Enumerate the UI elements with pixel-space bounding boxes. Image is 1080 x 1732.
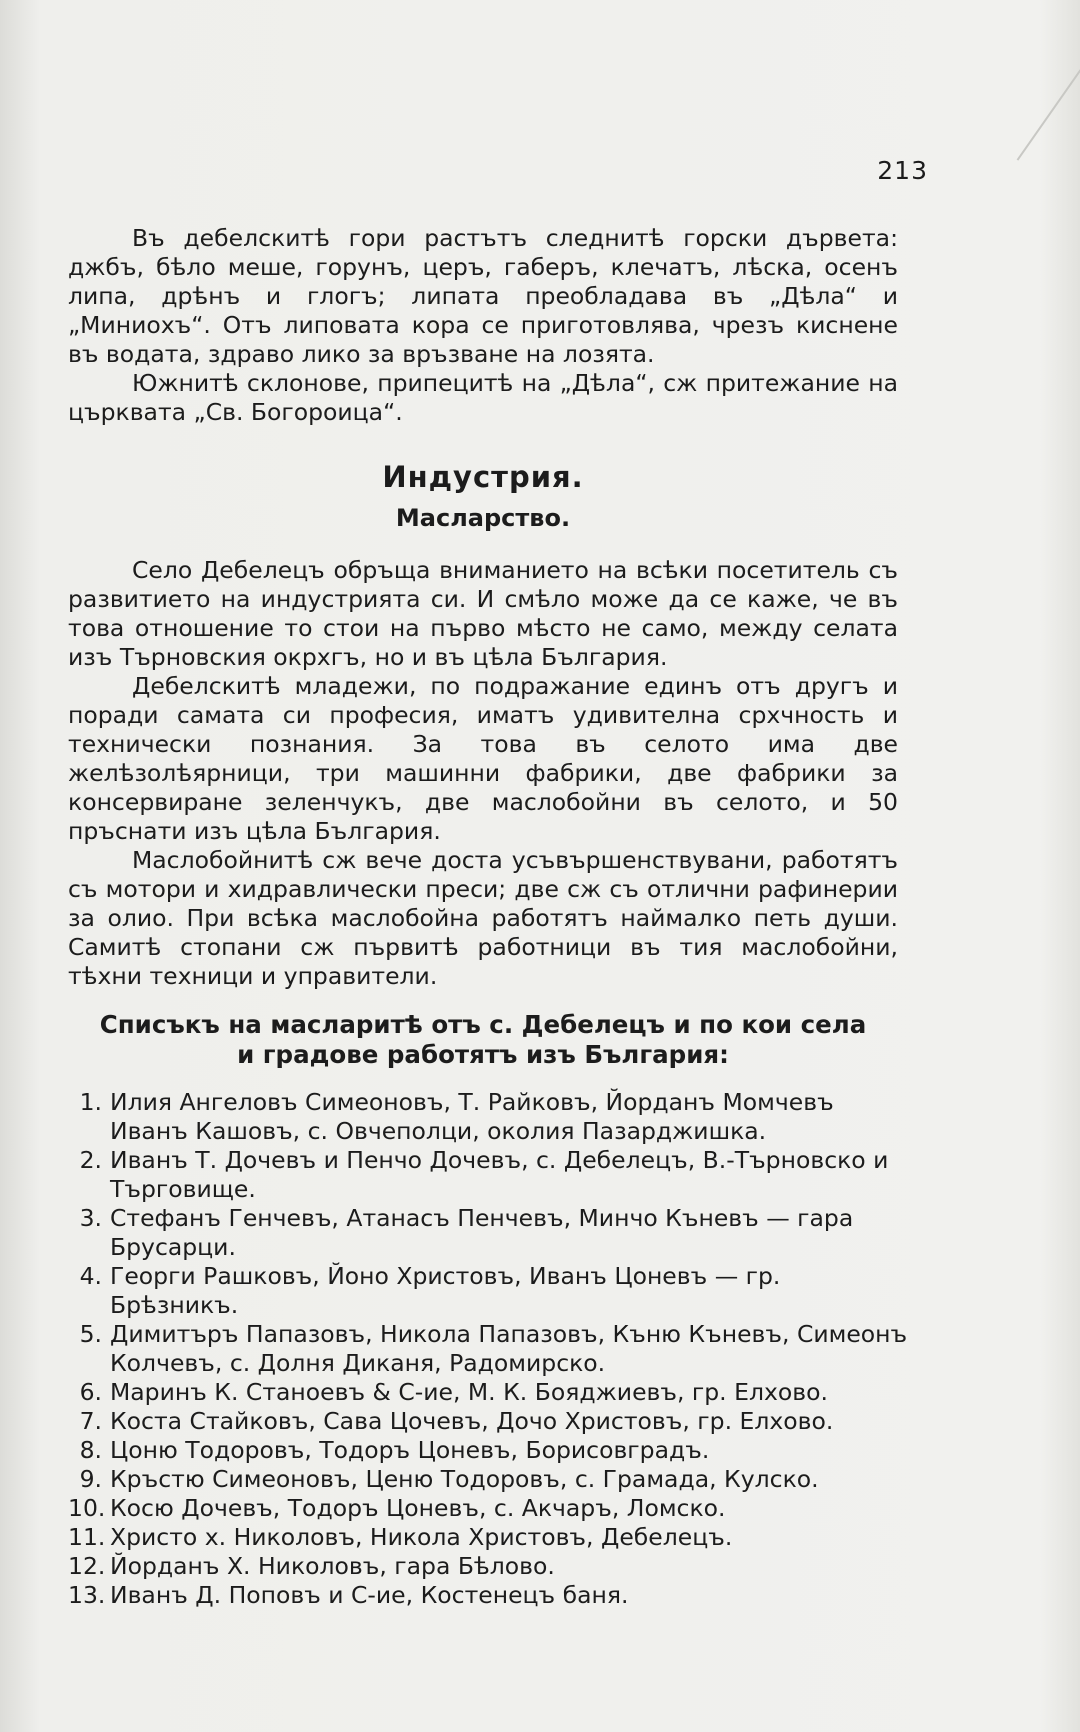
list-item	[68, 1465, 908, 1494]
list-heading	[68, 1010, 898, 1070]
list-item	[68, 1320, 908, 1378]
list-item-text: Христо х. Николовъ, Никола Христовъ, Дебелецъ.	[110, 1523, 733, 1551]
list-item-number: 2.	[79, 1146, 102, 1174]
list-item-number: 8.	[79, 1436, 102, 1464]
heading-industry: Индустрия.	[382, 460, 584, 494]
industry-paragraph: Село Дебелецъ обръща вниманието на всѣки посетитель съ развитието на индустрията си. И смѣло може да се каже, че въ това отношение то стои на първо мѣсто не само, между селата изъ Търновския окрхгъ, но и въ цѣла България.	[68, 556, 898, 671]
list-item-number: 7.	[79, 1407, 102, 1435]
list-item-number: 6.	[79, 1378, 102, 1406]
list-item-text: Косю Дочевъ, Тодоръ Цоневъ, с. Акчаръ, Ломско.	[110, 1494, 726, 1522]
list-item-number: 10.	[68, 1494, 106, 1522]
page-number: 213	[877, 156, 928, 185]
list-item-number: 12.	[68, 1552, 106, 1580]
list-item-number: 4.	[79, 1262, 102, 1290]
list-item-text: Георги Рашковъ, Йоно Христовъ, Иванъ Цоневъ — гр. Брѣзникъ.	[110, 1262, 781, 1319]
list-item	[68, 1088, 908, 1146]
list-item	[68, 1494, 908, 1523]
page-edge-mark	[1017, 69, 1080, 160]
list-item-text: Коста Стайковъ, Сава Цочевъ, Дочо Христовъ, гр. Елхово.	[110, 1407, 834, 1435]
list-item-text: Иванъ Т. Дочевъ и Пенчо Дочевъ, с. Дебелецъ, В.-Търновско и Търговище.	[110, 1146, 889, 1203]
list-item	[68, 1378, 908, 1407]
list-item-number: 1.	[79, 1088, 102, 1116]
list-item	[68, 1436, 908, 1465]
list-item-number: 9.	[79, 1465, 102, 1493]
intro-paragraph: Въ дебелскитѣ гори растътъ следнитѣ горски дървета: джбъ, бѣло меше, горунъ, церъ, габеръ, клечатъ, лѣска, осенъ липа, дрѣнъ и глогъ; липата преобладава въ „Дѣла“ и „Миниохъ“. Отъ липовата кора се приготовлява, чрезъ киснене въ водата, здраво лико за връзване на лозята.	[68, 224, 898, 368]
list-item-text: Кръстю Симеоновъ, Ценю Тодоровъ, с. Грамада, Кулско.	[110, 1465, 819, 1493]
list-item	[68, 1407, 908, 1436]
oil-makers-list	[68, 1088, 908, 1610]
list-item	[68, 1204, 908, 1262]
list-item	[68, 1146, 908, 1204]
list-item	[68, 1523, 908, 1552]
industry-paragraph: Маслобойнитѣ сж вече доста усъвършенствувани, работятъ съ мотори и хидравлически преси; две сж съ отлични рафинерии за олио. При всѣка маслобойна работятъ наймалко петь души. Самитѣ стопани сж първитѣ работници въ тия маслобойни, тѣхни техници и управители.	[68, 846, 898, 990]
intro-section	[68, 224, 898, 427]
list-item	[68, 1262, 908, 1320]
industry-section	[68, 556, 898, 991]
list-item-text: Иванъ Д. Поповъ и С-ие, Костенецъ баня.	[110, 1581, 629, 1609]
list-item-text: Стефанъ Генчевъ, Атанасъ Пенчевъ, Минчо Къневъ — гара Брусарци.	[110, 1204, 854, 1261]
list-item-number: 5.	[79, 1320, 102, 1348]
list-item-number: 3.	[79, 1204, 102, 1232]
list-item-text: Илия Ангеловъ Симеоновъ, Т. Райковъ, Йорданъ Момчевъ Иванъ Кашовъ, с. Овчеполци, околия Пазарджишка.	[110, 1088, 834, 1145]
list-item-text: Димитъръ Папазовъ, Никола Папазовъ, Къню Къневъ, Симеонъ Колчевъ, с. Долня Диканя, Радомирско.	[110, 1320, 908, 1377]
list-item-text: Йорданъ Х. Николовъ, гара Бѣлово.	[110, 1552, 555, 1580]
list-item-number: 13.	[68, 1581, 106, 1609]
list-item	[68, 1552, 908, 1581]
list-heading-line: Списъкъ на масларитѣ отъ с. Дебелецъ и по кои села	[99, 1010, 867, 1039]
list-item-text: Цоню Тодоровъ, Тодоръ Цоневъ, Борисовградъ.	[110, 1436, 710, 1464]
list-item	[68, 1581, 908, 1610]
industry-paragraph: Дебелскитѣ младежи, по подражание единъ отъ другъ и поради самата си професия, иматъ удивителна срхчность и технически познания. За това въ селото има две желѣзолѣярници, три машинни фабрики, две фабрики за консервиране зеленчукъ, две маслобойни въ селото, и 50 пръснати изъ цѣла България.	[68, 672, 898, 845]
heading-oil: Масларство.	[395, 504, 571, 532]
list-item-number: 11.	[68, 1523, 106, 1551]
list-item-text: Маринъ К. Станоевъ & С-ие, М. К. Бояджиевъ, гр. Елхово.	[110, 1378, 828, 1406]
intro-paragraph: Южнитѣ склонове, припецитѣ на „Дѣла“, сж притежание на църквата „Св. Богороица“.	[68, 369, 898, 426]
list-heading-line: и градове работятъ изъ България:	[237, 1040, 729, 1069]
